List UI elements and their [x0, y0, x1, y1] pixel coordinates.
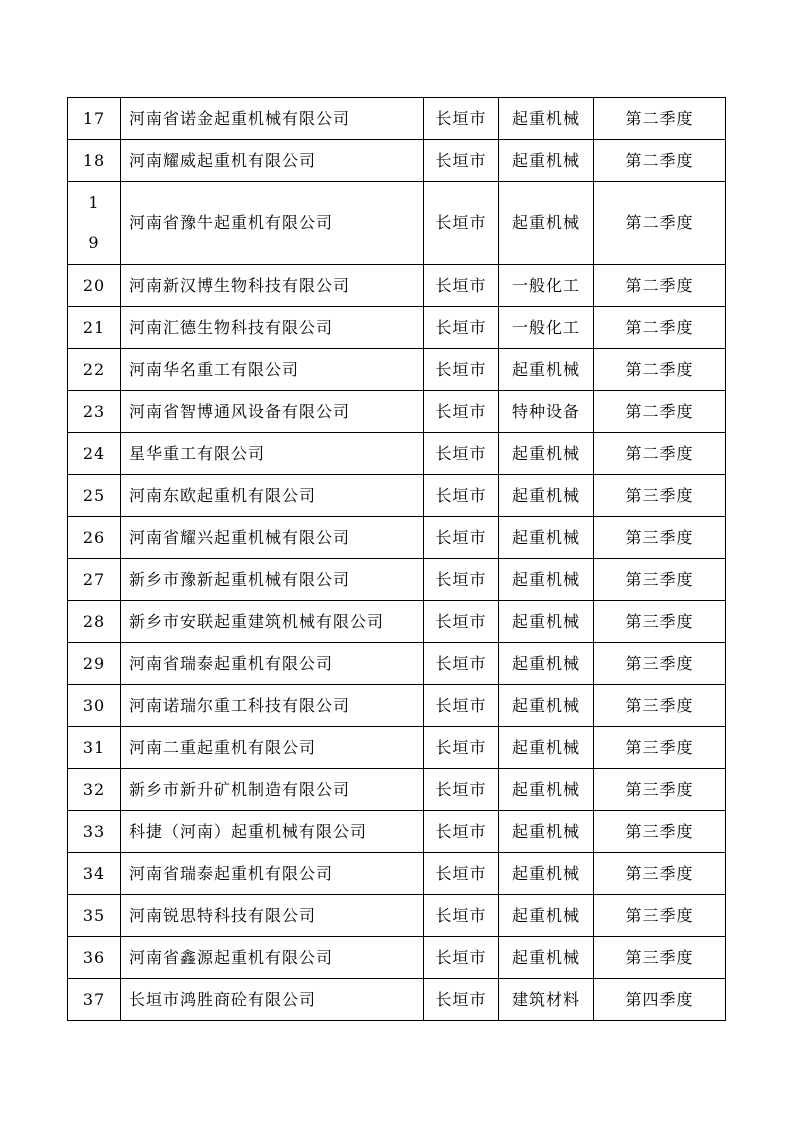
city: 长垣市	[424, 559, 499, 601]
table-row	[68, 727, 726, 769]
industry-category: 起重机械	[499, 559, 594, 601]
table-row	[68, 391, 726, 433]
quarter: 第三季度	[594, 727, 726, 769]
table-row	[68, 643, 726, 685]
row-number	[68, 182, 121, 265]
industry-category: 特种设备	[499, 391, 594, 433]
row-number: 27	[68, 559, 121, 601]
quarter: 第三季度	[594, 769, 726, 811]
city: 长垣市	[424, 517, 499, 559]
quarter: 第二季度	[594, 349, 726, 391]
company-name: 河南省诺金起重机械有限公司	[121, 98, 424, 140]
company-name: 新乡市新升矿机制造有限公司	[121, 769, 424, 811]
row-number: 20	[68, 265, 121, 307]
quarter: 第二季度	[594, 307, 726, 349]
table-row	[68, 307, 726, 349]
table-row	[68, 853, 726, 895]
table-row	[68, 265, 726, 307]
enterprise-table	[67, 97, 726, 1021]
industry-category: 起重机械	[499, 601, 594, 643]
company-name: 河南耀威起重机有限公司	[121, 140, 424, 182]
industry-category: 起重机械	[499, 937, 594, 979]
industry-category: 起重机械	[499, 685, 594, 727]
quarter: 第三季度	[594, 475, 726, 517]
row-number: 32	[68, 769, 121, 811]
quarter: 第二季度	[594, 265, 726, 307]
quarter: 第二季度	[594, 391, 726, 433]
quarter: 第三季度	[594, 811, 726, 853]
table-row	[68, 937, 726, 979]
quarter: 第二季度	[594, 140, 726, 182]
quarter: 第三季度	[594, 685, 726, 727]
table-row	[68, 811, 726, 853]
city: 长垣市	[424, 853, 499, 895]
company-name: 河南省豫牛起重机有限公司	[121, 182, 424, 265]
city: 长垣市	[424, 349, 499, 391]
table-row	[68, 979, 726, 1021]
city: 长垣市	[424, 979, 499, 1021]
row-number: 37	[68, 979, 121, 1021]
company-name: 河南东欧起重机有限公司	[121, 475, 424, 517]
quarter: 第三季度	[594, 853, 726, 895]
row-number: 28	[68, 601, 121, 643]
quarter: 第三季度	[594, 895, 726, 937]
row-number: 29	[68, 643, 121, 685]
row-number: 35	[68, 895, 121, 937]
city: 长垣市	[424, 811, 499, 853]
row-number: 36	[68, 937, 121, 979]
city: 长垣市	[424, 643, 499, 685]
table-row	[68, 98, 726, 140]
row-number: 23	[68, 391, 121, 433]
industry-category: 起重机械	[499, 727, 594, 769]
table-row	[68, 559, 726, 601]
table-row	[68, 433, 726, 475]
row-number: 33	[68, 811, 121, 853]
company-name: 河南华名重工有限公司	[121, 349, 424, 391]
company-name: 河南省瑞泰起重机有限公司	[121, 643, 424, 685]
company-name: 新乡市豫新起重机械有限公司	[121, 559, 424, 601]
industry-category: 起重机械	[499, 98, 594, 140]
industry-category: 起重机械	[499, 349, 594, 391]
row-number: 21	[68, 307, 121, 349]
company-name: 星华重工有限公司	[121, 433, 424, 475]
company-name: 河南诺瑞尔重工科技有限公司	[121, 685, 424, 727]
row-number: 25	[68, 475, 121, 517]
company-name: 长垣市鸿胜商砼有限公司	[121, 979, 424, 1021]
industry-category: 起重机械	[499, 475, 594, 517]
city: 长垣市	[424, 265, 499, 307]
industry-category: 起重机械	[499, 769, 594, 811]
company-name: 河南汇德生物科技有限公司	[121, 307, 424, 349]
city: 长垣市	[424, 727, 499, 769]
row-number: 17	[68, 98, 121, 140]
row-number: 18	[68, 140, 121, 182]
enterprise-table-container	[67, 97, 726, 1021]
industry-category: 起重机械	[499, 811, 594, 853]
industry-category: 起重机械	[499, 433, 594, 475]
table-row	[68, 685, 726, 727]
quarter: 第三季度	[594, 517, 726, 559]
table-row	[68, 349, 726, 391]
quarter: 第二季度	[594, 182, 726, 265]
city: 长垣市	[424, 895, 499, 937]
table-row	[68, 517, 726, 559]
row-number: 34	[68, 853, 121, 895]
industry-category: 起重机械	[499, 895, 594, 937]
row-number: 26	[68, 517, 121, 559]
industry-category: 起重机械	[499, 517, 594, 559]
company-name: 河南省耀兴起重机械有限公司	[121, 517, 424, 559]
industry-category: 一般化工	[499, 265, 594, 307]
quarter: 第三季度	[594, 937, 726, 979]
table-row	[68, 140, 726, 182]
quarter: 第二季度	[594, 98, 726, 140]
city: 长垣市	[424, 685, 499, 727]
city: 长垣市	[424, 937, 499, 979]
city: 长垣市	[424, 769, 499, 811]
city: 长垣市	[424, 601, 499, 643]
table-row	[68, 769, 726, 811]
quarter: 第二季度	[594, 433, 726, 475]
quarter: 第三季度	[594, 601, 726, 643]
quarter: 第三季度	[594, 559, 726, 601]
industry-category: 起重机械	[499, 182, 594, 265]
row-number-line-2: 9	[88, 233, 100, 252]
quarter: 第四季度	[594, 979, 726, 1021]
industry-category: 起重机械	[499, 853, 594, 895]
row-number: 31	[68, 727, 121, 769]
city: 长垣市	[424, 475, 499, 517]
company-name: 河南锐思特科技有限公司	[121, 895, 424, 937]
company-name: 河南省瑞泰起重机有限公司	[121, 853, 424, 895]
city: 长垣市	[424, 98, 499, 140]
company-name: 河南省智博通风设备有限公司	[121, 391, 424, 433]
industry-category: 建筑材料	[499, 979, 594, 1021]
city: 长垣市	[424, 433, 499, 475]
row-number-line-1: 1	[88, 193, 100, 212]
company-name: 河南省鑫源起重机有限公司	[121, 937, 424, 979]
table-row	[68, 601, 726, 643]
industry-category: 起重机械	[499, 643, 594, 685]
city: 长垣市	[424, 307, 499, 349]
row-number: 30	[68, 685, 121, 727]
company-name: 新乡市安联起重建筑机械有限公司	[121, 601, 424, 643]
row-number: 22	[68, 349, 121, 391]
company-name: 河南新汉博生物科技有限公司	[121, 265, 424, 307]
company-name: 河南二重起重机有限公司	[121, 727, 424, 769]
quarter: 第三季度	[594, 643, 726, 685]
city: 长垣市	[424, 182, 499, 265]
industry-category: 起重机械	[499, 140, 594, 182]
table-row	[68, 182, 726, 265]
city: 长垣市	[424, 140, 499, 182]
row-number: 24	[68, 433, 121, 475]
table-row	[68, 895, 726, 937]
table-row	[68, 475, 726, 517]
industry-category: 一般化工	[499, 307, 594, 349]
city: 长垣市	[424, 391, 499, 433]
company-name: 科捷（河南）起重机械有限公司	[121, 811, 424, 853]
